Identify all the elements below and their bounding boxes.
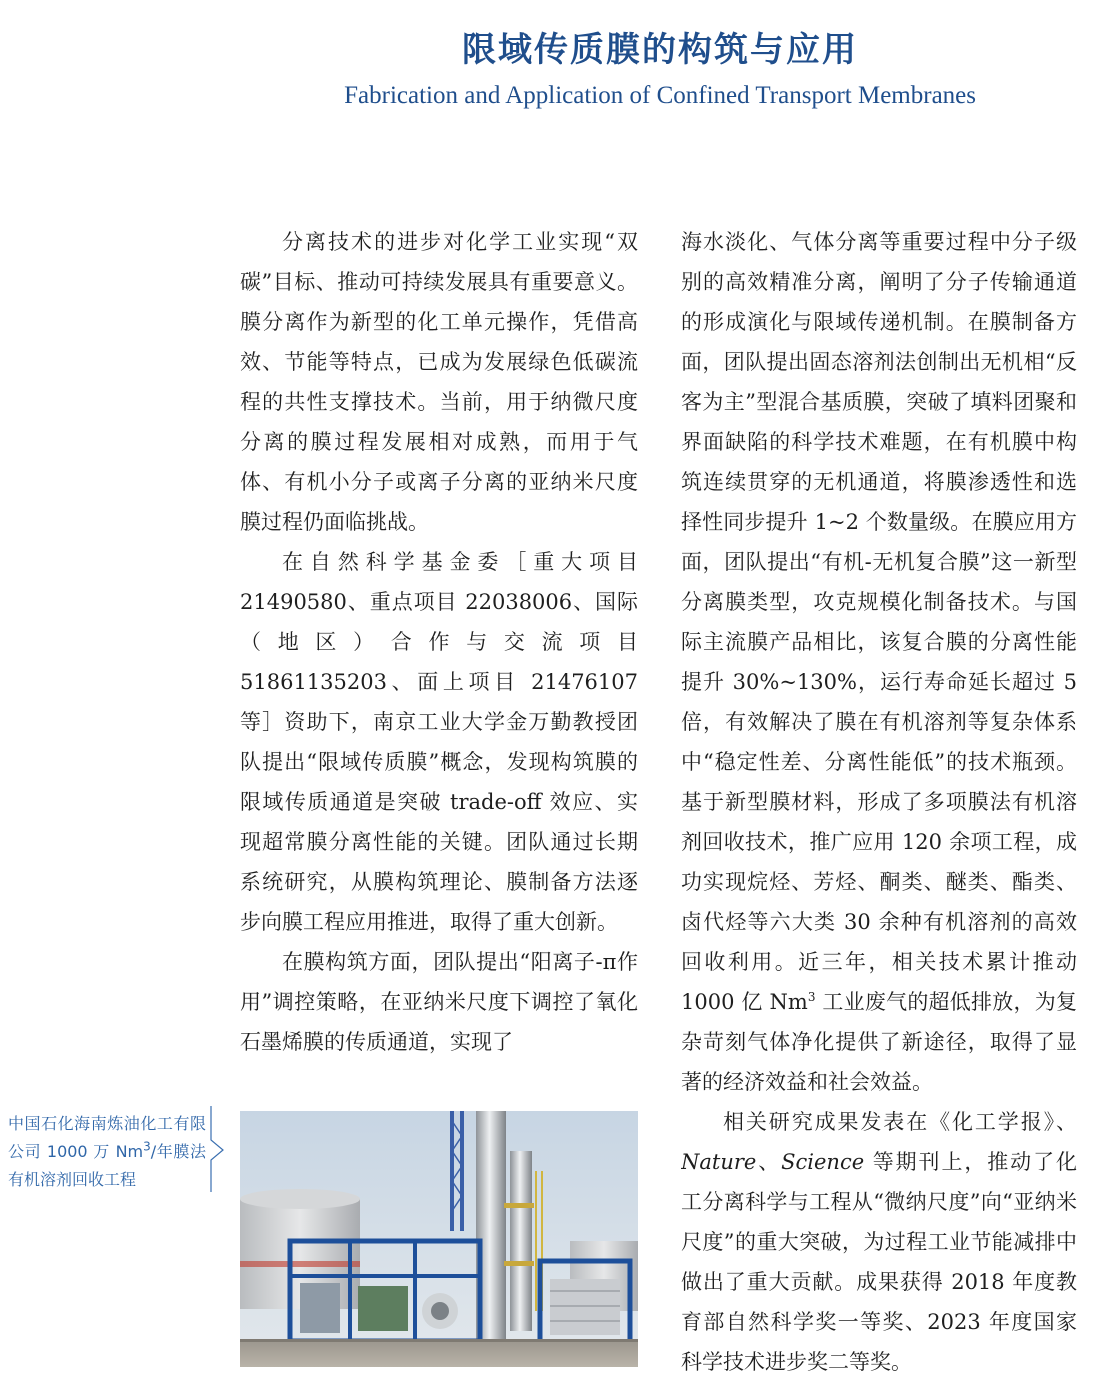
paragraph-text: 海水淡化、气体分离等重要过程中分子级别的高效精准分离，阐明了分子传输通道的形成演化与限域传递机制。在膜制备方面，团队提出固态溶剂法创制出无机相“反客为主”型混合基质膜，突破了填料团聚和界面缺陷的科学技术难题，在有机膜中构筑连续贯穿的无机通道，将膜渗透性和选择性同步提升 1~2 个数量级。在膜应用方面，团队提出“有机-无机复合膜”这一新型分离膜类型，攻克规模化制备技术。与国际主流膜产品相比，该复合膜的分离性能提升 30%~130%，运行寿命延长超过 5 倍，有效解决了膜在有机溶剂等复杂体系中“稳定性差、分离性能低”的技术瓶颈。基于新型膜材料，形成了多项膜法有机溶剂回收技术，推广应用 120 余项工程，成功实现烷烃、芳烃、酮类、醚类、酯类、卤代烃等六大类 30 余种有机溶剂的高效回收利用。近三年，相关技术累计推动 1000 亿 Nm <box>681 230 1077 1014</box>
title-chinese: 限域传质膜的构筑与应用 <box>462 30 858 70</box>
publications-text-pre: 相关研究成果发表在《化工学报》、 <box>723 1110 1077 1134</box>
paragraph-intro: 分离技术的进步对化学工业实现“双碳”目标、推动可持续发展具有重要意义。膜分离作为新型的化工单元操作，凭借高效、节能等特点，已成为发展绿色低碳流程的共性支撑技术。当前，用于纳微尺度分离的膜过程发展相对成熟，而用于气体、有机小分子或离子分离的亚纳米尺度膜过程仍面临挑战。 <box>240 230 638 534</box>
paragraph-publications <box>681 1102 1077 1382</box>
right-column <box>681 222 1077 1382</box>
left-column <box>240 222 638 1102</box>
industrial-plant-illustration <box>240 1111 638 1367</box>
caption-superscript: 3 <box>143 1139 151 1154</box>
caption-bracket-icon <box>209 1104 229 1194</box>
paragraph-text-tail: 工业废气的超低排放，为复杂苛刻气体净化提供了新途径，取得了显著的经济效益和社会效益。 <box>681 990 1077 1094</box>
plant-photo <box>240 1111 638 1367</box>
caption-text-pre: 中国石化海南炼油化工有限公司 1000 万 Nm <box>8 1114 206 1161</box>
superscript: 3 <box>807 990 816 1004</box>
paragraph-funding: 在自然科学基金委［重大项目 21490580、重点项目 22038006、国际（地区）合作与交流项目 51861135203、面上项目 21476107 等］资助下，南京工业大学金万勤教授团队提出“限域传质膜”概念，发现构筑膜的限域传质通道是突破 trade-off 效应、实现超常膜分离性能的关键。团队通过长期系统研究，从膜构筑理论、膜制备方法逐步向膜工程应用推进，取得了重大创新。 <box>240 550 638 934</box>
journal-science: Science <box>781 1150 865 1174</box>
figure-caption <box>8 1110 206 1194</box>
title-english: Fabrication and Application of Confined Transport Membranes <box>344 82 976 109</box>
journal-nature: Nature <box>681 1150 757 1174</box>
paragraph-construction-continued <box>681 222 1077 1102</box>
paragraph-construction: 在膜构筑方面，团队提出“阳离子-π作用”调控策略，在亚纳米尺度下调控了氧化石墨烯膜的传质通道，实现了 <box>240 950 638 1054</box>
publications-text-post: 等期刊上，推动了化工分离科学与工程从“微纳尺度”向“亚纳米尺度”的重大突破，为过程工业节能减排中做出了重大贡献。成果获得 2018 年度教育部自然科学奖一等奖、2023 年度国家科学技术进步奖二等奖。 <box>681 1150 1077 1374</box>
journal-separator: 、 <box>756 1150 782 1174</box>
caption-text-post: /年膜法有机溶剂回收工程 <box>8 1142 206 1189</box>
